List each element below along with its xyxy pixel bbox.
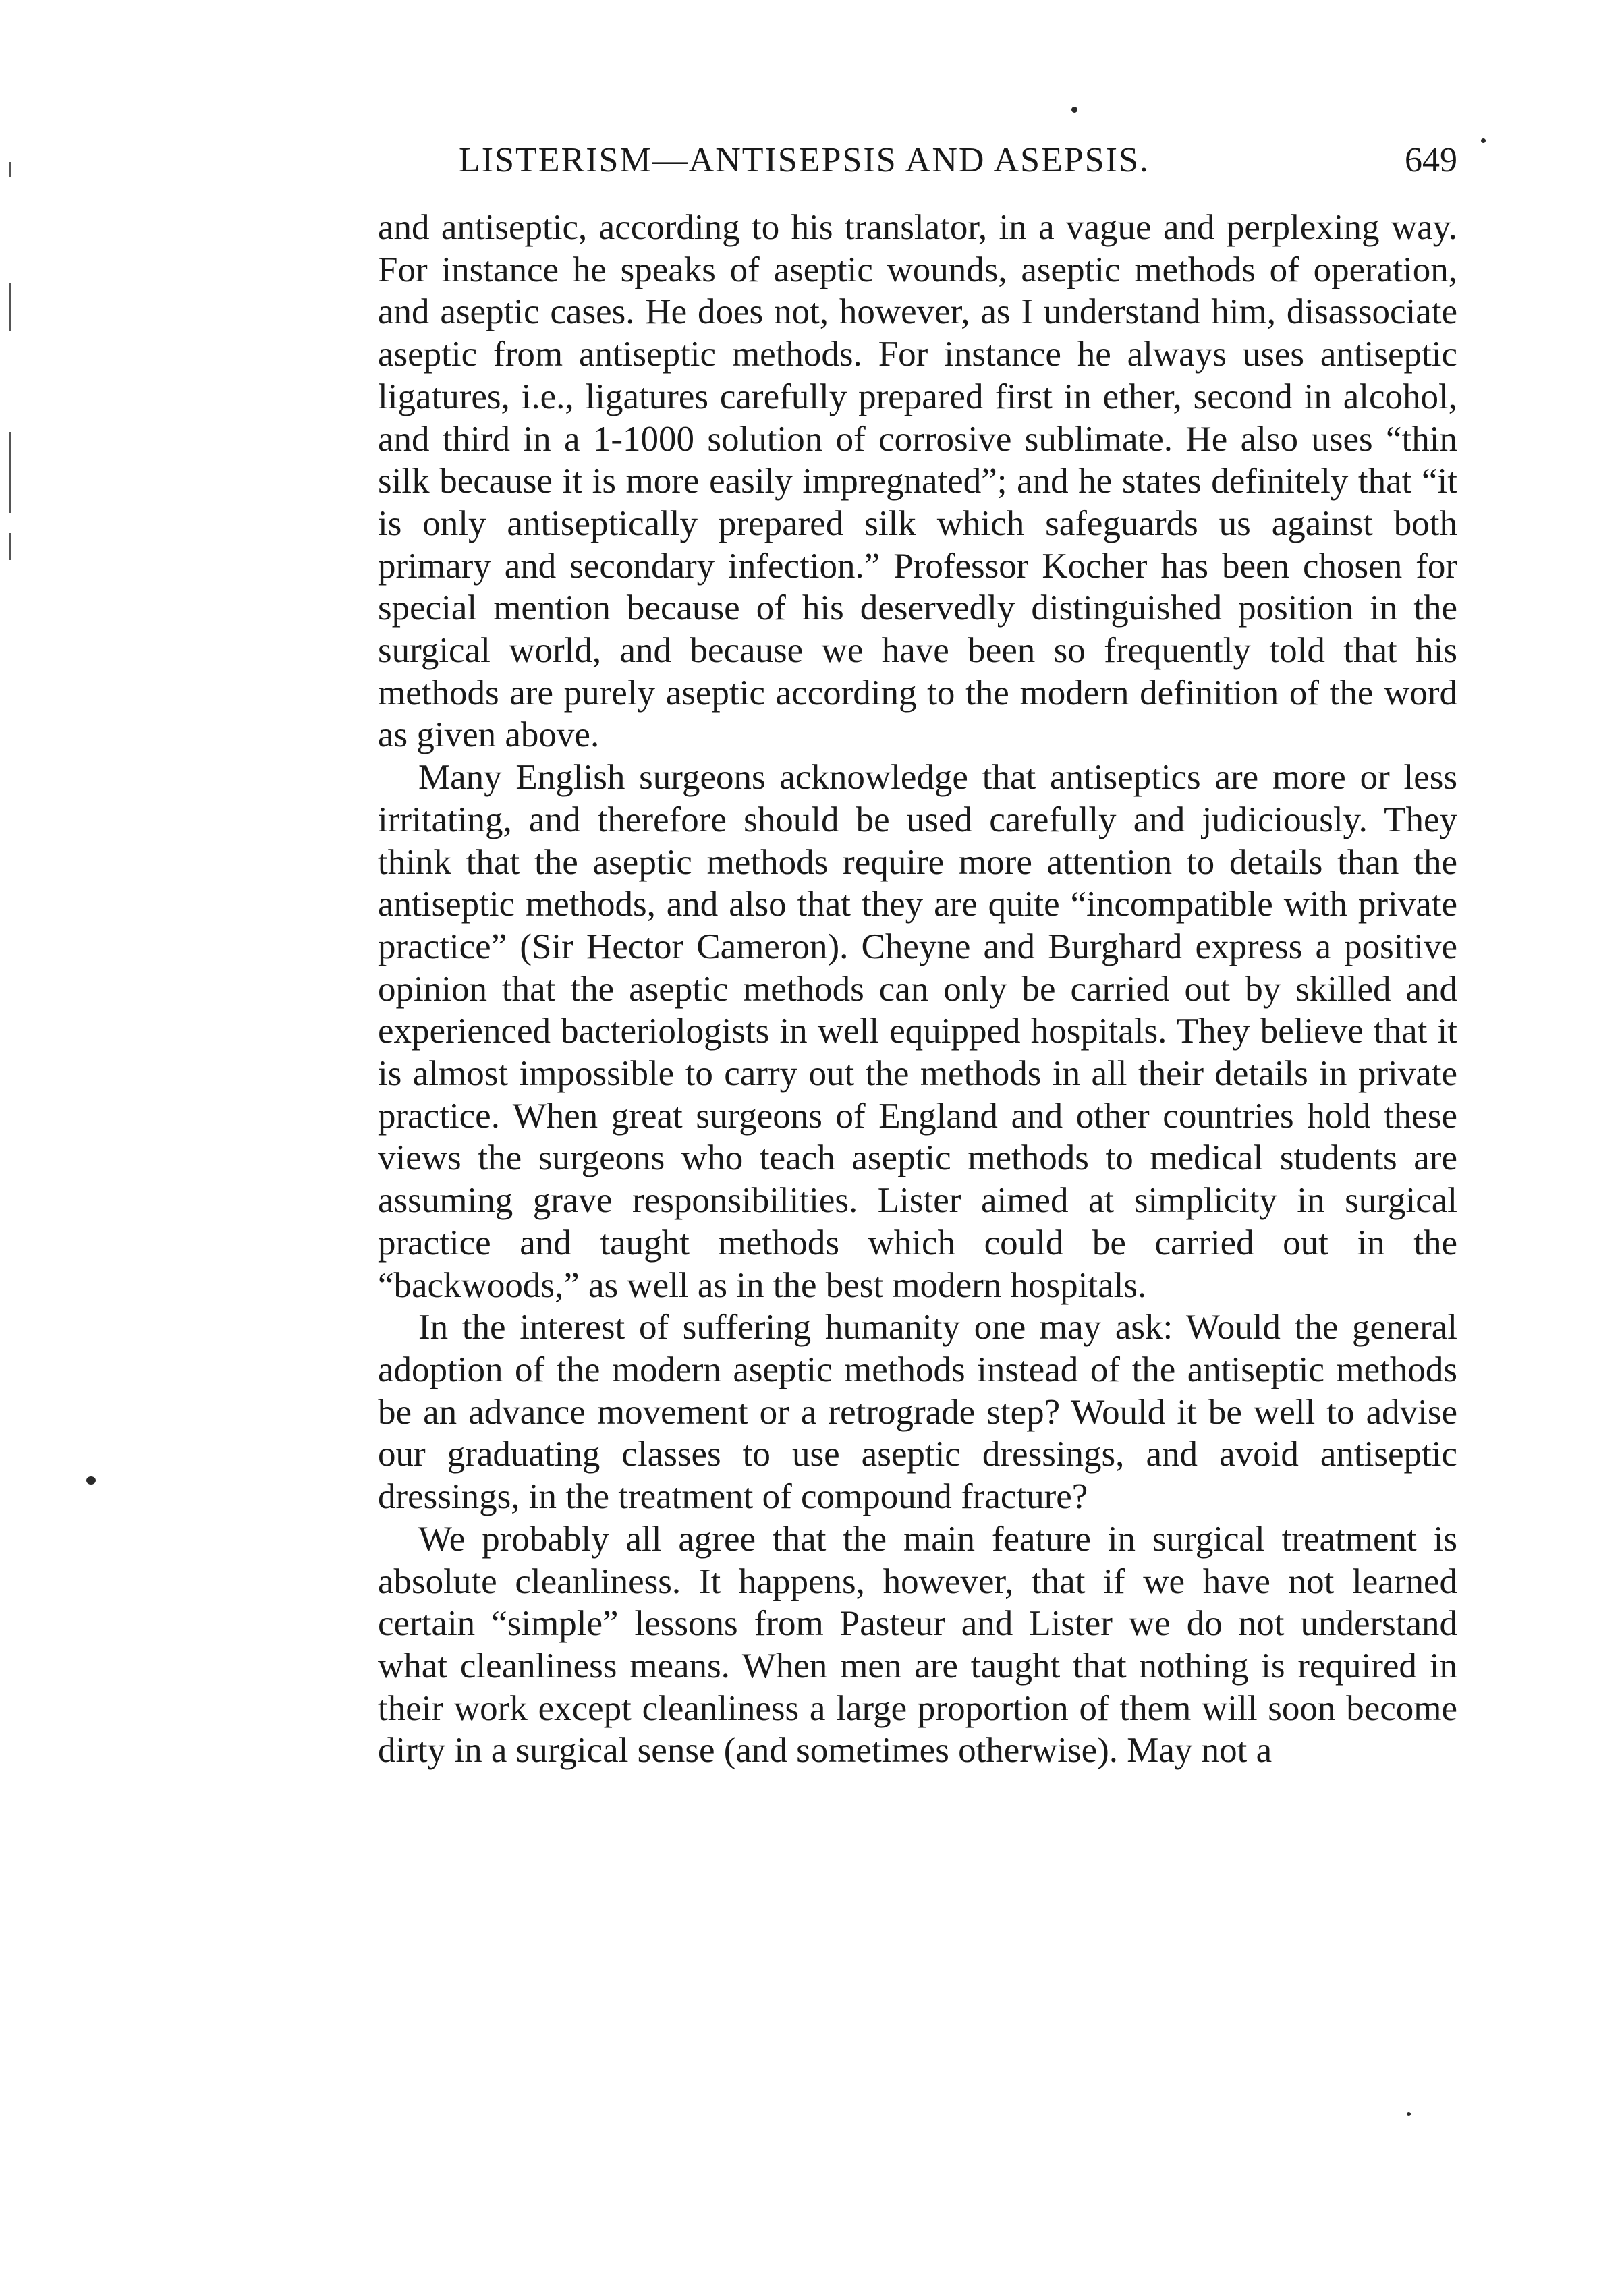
paragraph: In the interest of suffering humanity one may ask: Would the general adoption of the modern aseptic methods instead of the antiseptic methods be an advance movement or a retrograde step? Would it be well to advise our graduating classes to use aseptic dressings, and avoid antiseptic dressings, in the treatment of compound fracture? [378, 1308, 1457, 1517]
binding-edge-mark [9, 283, 11, 331]
body-text [378, 206, 1457, 1772]
paragraph: Many English surgeons acknowledge that antiseptics are more or less irritating, and therefore should be used carefully and judiciously. They think that the aseptic methods require more attention to details than the antiseptic methods, and also that they are quite “incompatible with private practice” (Sir Hector Cameron). Cheyne and Burghard express a positive opinion that the aseptic methods can only be carried out by skilled and experienced bacteriologists in well equipped hospitals. They believe that it is almost impossible to carry out the methods in all their details in private practice. When great surgeons of England and other countries hold these views the surgeons who teach aseptic methods to medical students are assuming grave responsibilities. Lister aimed at simplicity in surgical practice and taught methods which could be carried out in the “backwoods,” as well as in the best modern hospitals. [378, 758, 1457, 1305]
binding-edge-mark [9, 432, 11, 513]
scan-speck [86, 1476, 96, 1485]
scan-speck [1071, 107, 1077, 113]
scan-speck [1481, 138, 1486, 143]
binding-edge-mark [9, 162, 11, 177]
paragraph: We probably all agree that the main feature in surgical treatment is absolute cleanliness. It happens, however, that if we have not learned certain “simple” lessons from Pasteur and Lister we do not understand what cleanliness means. When men are taught that nothing is required in their work except cleanliness a large proportion of them will soon become dirty in a surgical sense (and sometimes otherwise). May not a [378, 1519, 1457, 1771]
page-header [459, 140, 1457, 194]
binding-edge-mark [9, 533, 11, 560]
page-number: 649 [1405, 141, 1457, 179]
running-title: LISTERISM—ANTISEPSIS AND ASEPSIS. [459, 141, 1150, 179]
paragraph: and antiseptic, according to his translator, in a vague and perplexing way. For instance he speaks of aseptic wounds, aseptic methods of operation, and aseptic cases. He does not, however, as I understand him, disassociate aseptic from antiseptic methods. For instance he always uses antiseptic ligatures, i.e., ligatures carefully prepared first in ether, second in alcohol, and third in a 1-1000 solution of corrosive sublimate. He also uses “thin silk because it is more easily impregnated”; and he states definitely that “it is only antiseptically prepared silk which safeguards us against both primary and secondary infection.” Professor Kocher has been chosen for special mention because of his deservedly distinguished position in the surgical world, and because we have been so frequently told that his methods are purely aseptic according to the modern definition of the word as given above. [378, 208, 1457, 755]
scan-speck [1407, 2112, 1411, 2116]
